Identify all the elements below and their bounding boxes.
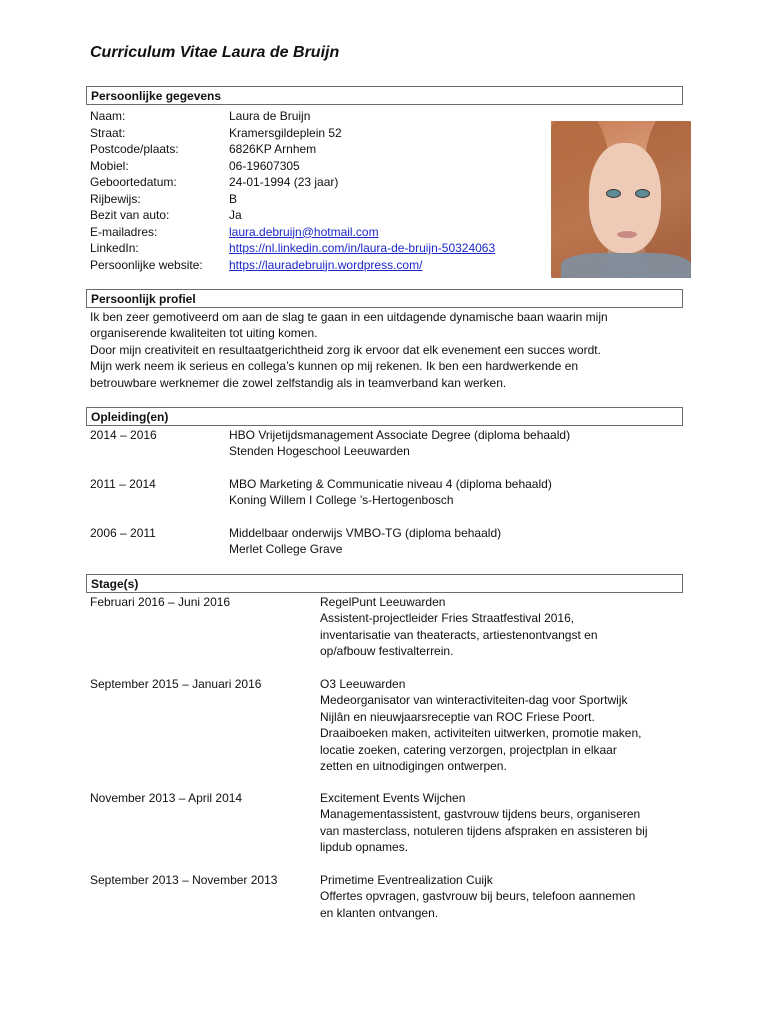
internship-details bbox=[320, 594, 598, 660]
website-link[interactable]: https://lauradebruijn.wordpress.com/ bbox=[229, 257, 423, 272]
education-details bbox=[229, 427, 570, 460]
internship-details bbox=[320, 872, 635, 921]
internship-line: Medeorganisator van winteractiviteiten-dag voor Sportwijk bbox=[320, 693, 628, 708]
internship-line: RegelPunt Leeuwarden bbox=[320, 595, 446, 609]
education-period: 2014 – 2016 bbox=[90, 428, 157, 442]
detail-label: LinkedIn: bbox=[90, 241, 139, 255]
detail-value: B bbox=[229, 191, 238, 206]
section-heading-education: Opleiding(en) bbox=[86, 407, 683, 426]
profile-line: Door mijn creativiteit en resultaatgerichtheid zorg ik ervoor dat elk evenement een succes wordt. bbox=[90, 342, 601, 357]
linkedin-link[interactable]: https://nl.linkedin.com/in/laura-de-bruijn-50324063 bbox=[229, 241, 496, 255]
internship-line: lipdub opnames. bbox=[320, 840, 409, 855]
detail-label: Bezit van auto: bbox=[90, 208, 170, 222]
education-details bbox=[229, 476, 552, 509]
internship-line: O3 Leeuwarden bbox=[320, 677, 406, 691]
section-heading-internships: Stage(s) bbox=[86, 574, 683, 593]
internship-line: Draaiboeken maken, activiteiten uitwerken, promotie maken, bbox=[320, 726, 642, 741]
education-line: MBO Marketing & Communicatie niveau 4 (diploma behaald) bbox=[229, 477, 552, 491]
education-line: Merlet College Grave bbox=[229, 542, 343, 557]
profile-photo bbox=[551, 121, 691, 278]
section-heading-profile: Persoonlijk profiel bbox=[86, 289, 683, 308]
detail-label: Geboortedatum: bbox=[90, 175, 177, 189]
internship-line: en klanten ontvangen. bbox=[320, 905, 439, 920]
detail-value: 24-01-1994 (23 jaar) bbox=[229, 175, 339, 189]
internship-period: Februari 2016 – Juni 2016 bbox=[90, 595, 231, 609]
detail-label: Persoonlijke website: bbox=[90, 257, 203, 272]
detail-value: 6826KP Arnhem bbox=[229, 142, 317, 156]
education-period: 2006 – 2011 bbox=[90, 526, 156, 540]
education-line: Middelbaar onderwijs VMBO-TG (diploma behaald) bbox=[229, 526, 502, 540]
detail-label: Naam: bbox=[90, 109, 126, 123]
profile-line: organiserende kwaliteiten tot uiting komen. bbox=[90, 326, 318, 341]
education-line: Stenden Hogeschool Leeuwarden bbox=[229, 444, 410, 459]
internship-line: Managementassistent, gastvrouw tijdens beurs, organiseren bbox=[320, 807, 641, 822]
detail-label: E-mailadres: bbox=[90, 224, 158, 239]
internship-details bbox=[320, 676, 642, 774]
profile-line: betrouwbare werknemer die zowel zelfstandig als in teamverband kan werken. bbox=[90, 375, 507, 390]
detail-label: Mobiel: bbox=[90, 158, 129, 173]
internship-line: locatie zoeken, catering verzorgen, projectplan in elkaar bbox=[320, 742, 617, 757]
internship-period: September 2013 – November 2013 bbox=[90, 873, 278, 887]
detail-label: Straat: bbox=[90, 125, 126, 140]
page-title: Curriculum Vitae Laura de Bruijn bbox=[90, 44, 340, 61]
detail-label: Postcode/plaats: bbox=[90, 142, 179, 156]
detail-value: Kramersgildeplein 52 bbox=[229, 125, 342, 140]
education-details bbox=[229, 525, 501, 558]
internship-details bbox=[320, 790, 648, 856]
internship-line: zetten en uitnodigingen ontwerpen. bbox=[320, 759, 507, 774]
internship-line: Excitement Events Wijchen bbox=[320, 791, 466, 805]
internship-line: Offertes opvragen, gastvrouw bij beurs, telefoon aannemen bbox=[320, 889, 636, 904]
detail-value: Ja bbox=[229, 208, 242, 222]
email-link[interactable]: laura.debruijn@hotmail.com bbox=[229, 224, 379, 239]
profile-line: Mijn werk neem ik serieus en collega’s kunnen op mij rekenen. Ik ben een hardwerkende en bbox=[90, 359, 579, 374]
internship-period: September 2015 – Januari 2016 bbox=[90, 677, 262, 691]
internship-line: Nijlân en nieuwjaarsreceptie van ROC Friese Poort. bbox=[320, 709, 595, 724]
detail-label: Rijbewijs: bbox=[90, 191, 141, 206]
education-period: 2011 – 2014 bbox=[90, 477, 156, 491]
internship-line: Primetime Eventrealization Cuijk bbox=[320, 873, 493, 887]
internship-line: van masterclass, notuleren tijdens afspraken en assisteren bij bbox=[320, 823, 648, 838]
profile-line: Ik ben zeer gemotiveerd om aan de slag te gaan in een uitdagende dynamische baan waarin mijn bbox=[90, 310, 608, 324]
profile-text bbox=[90, 309, 608, 391]
section-heading-personal: Persoonlijke gegevens bbox=[86, 86, 683, 105]
internship-line: Assistent-projectleider Fries Straatfestival 2016, bbox=[320, 611, 575, 626]
detail-value: 06-19607305 bbox=[229, 158, 300, 173]
internship-period: November 2013 – April 2014 bbox=[90, 791, 243, 805]
education-line: Koning Willem I College ’s-Hertogenbosch bbox=[229, 493, 454, 508]
internship-line: op/afbouw festivalterrein. bbox=[320, 644, 454, 659]
detail-value: Laura de Bruijn bbox=[229, 109, 311, 123]
internship-line: inventarisatie van theateracts, artiestenontvangst en bbox=[320, 627, 598, 642]
education-line: HBO Vrijetijdsmanagement Associate Degree (diploma behaald) bbox=[229, 428, 571, 442]
